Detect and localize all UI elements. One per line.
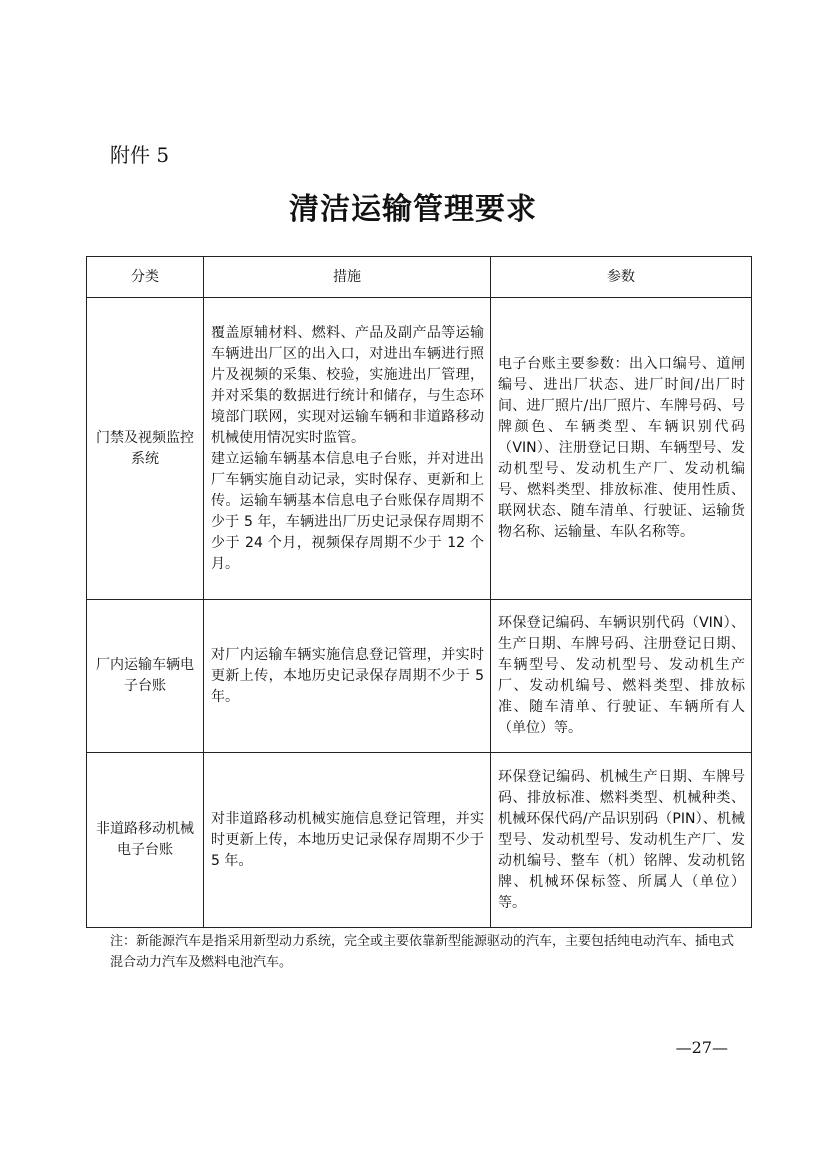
row-measures	[204, 753, 491, 928]
table-row	[87, 600, 752, 753]
footnote: 注：新能源汽车是指采用新型动力系统，完全或主要依靠新型能源驱动的汽车，主要包括纯电动汽车、插电式混合动力汽车及燃料电池汽车。	[110, 934, 735, 970]
requirements-table	[86, 256, 752, 928]
measure-paragraph: 建立运输车辆基本信息电子台账，并对进出厂车辆实施自动记录，实时保存、更新和上传。运输车辆基本信息电子台账保存周期不少于 5 年，车辆进出厂历史记录保存周期不少于 24 个月，视频保存周期不少于 12 个月。	[211, 450, 484, 572]
measure-paragraph: 覆盖原辅材料、燃料、产品及副产品等运输车辆进出厂区的出入口，对进出车辆进行照片及视频的采集、校验，实施进出厂管理，并对采集的数据进行统计和储存，与生态环境部门联网，实现对运输车辆和非道路移动机械使用情况实时监管。	[211, 324, 484, 446]
attachment-label: 附件 5	[110, 143, 170, 167]
row-category: 非道路移动机械电子台账	[87, 753, 204, 928]
row-category: 厂内运输车辆电子台账	[87, 600, 204, 753]
page-number: —27—	[675, 1038, 728, 1057]
row-category: 门禁及视频监控系统	[87, 298, 204, 600]
row-measures	[204, 298, 491, 600]
row-params: 电子台账主要参数：出入口编号、道闸编号、进出厂状态、进厂时间/出厂时间、进厂照片/出厂照片、车牌号码、号牌颜色、车辆类型、车辆识别代码（VIN）、注册登记日期、车辆型号、发动机型号、发动机生产厂、发动机编号、燃料类型、排放标准、使用性质、联网状态、随车清单、行驶证、运输货物名称、运输量、车队名称等。	[491, 298, 752, 600]
header-category: 分类	[87, 257, 204, 298]
measure-paragraph: 对非道路移动机械实施信息登记管理，并实时更新上传，本地历史记录保存周期不少于 5 年。	[211, 810, 484, 869]
table-header-row	[87, 257, 752, 298]
table-row	[87, 298, 752, 600]
measure-paragraph: 对厂内运输车辆实施信息登记管理，并实时更新上传，本地历史记录保存周期不少于 5 年。	[211, 646, 484, 705]
row-measures	[204, 600, 491, 753]
header-params: 参数	[491, 257, 752, 298]
row-params: 环保登记编码、车辆识别代码（VIN）、生产日期、车牌号码、注册登记日期、车辆型号、发动机型号、发动机生产厂、发动机编号、燃料类型、排放标准、随车清单、行驶证、车辆所有人（单位）等。	[491, 600, 752, 753]
header-measures: 措施	[204, 257, 491, 298]
document-title: 清洁运输管理要求	[289, 192, 537, 227]
row-params: 环保登记编码、机械生产日期、车牌号码、排放标准、燃料类型、机械种类、机械环保代码/产品识别码（PIN）、机械型号、发动机型号、发动机生产厂、发动机编号、整车（机）铭牌、发动机铭牌、机械环保标签、所属人（单位）等。	[491, 753, 752, 928]
table-row	[87, 753, 752, 928]
